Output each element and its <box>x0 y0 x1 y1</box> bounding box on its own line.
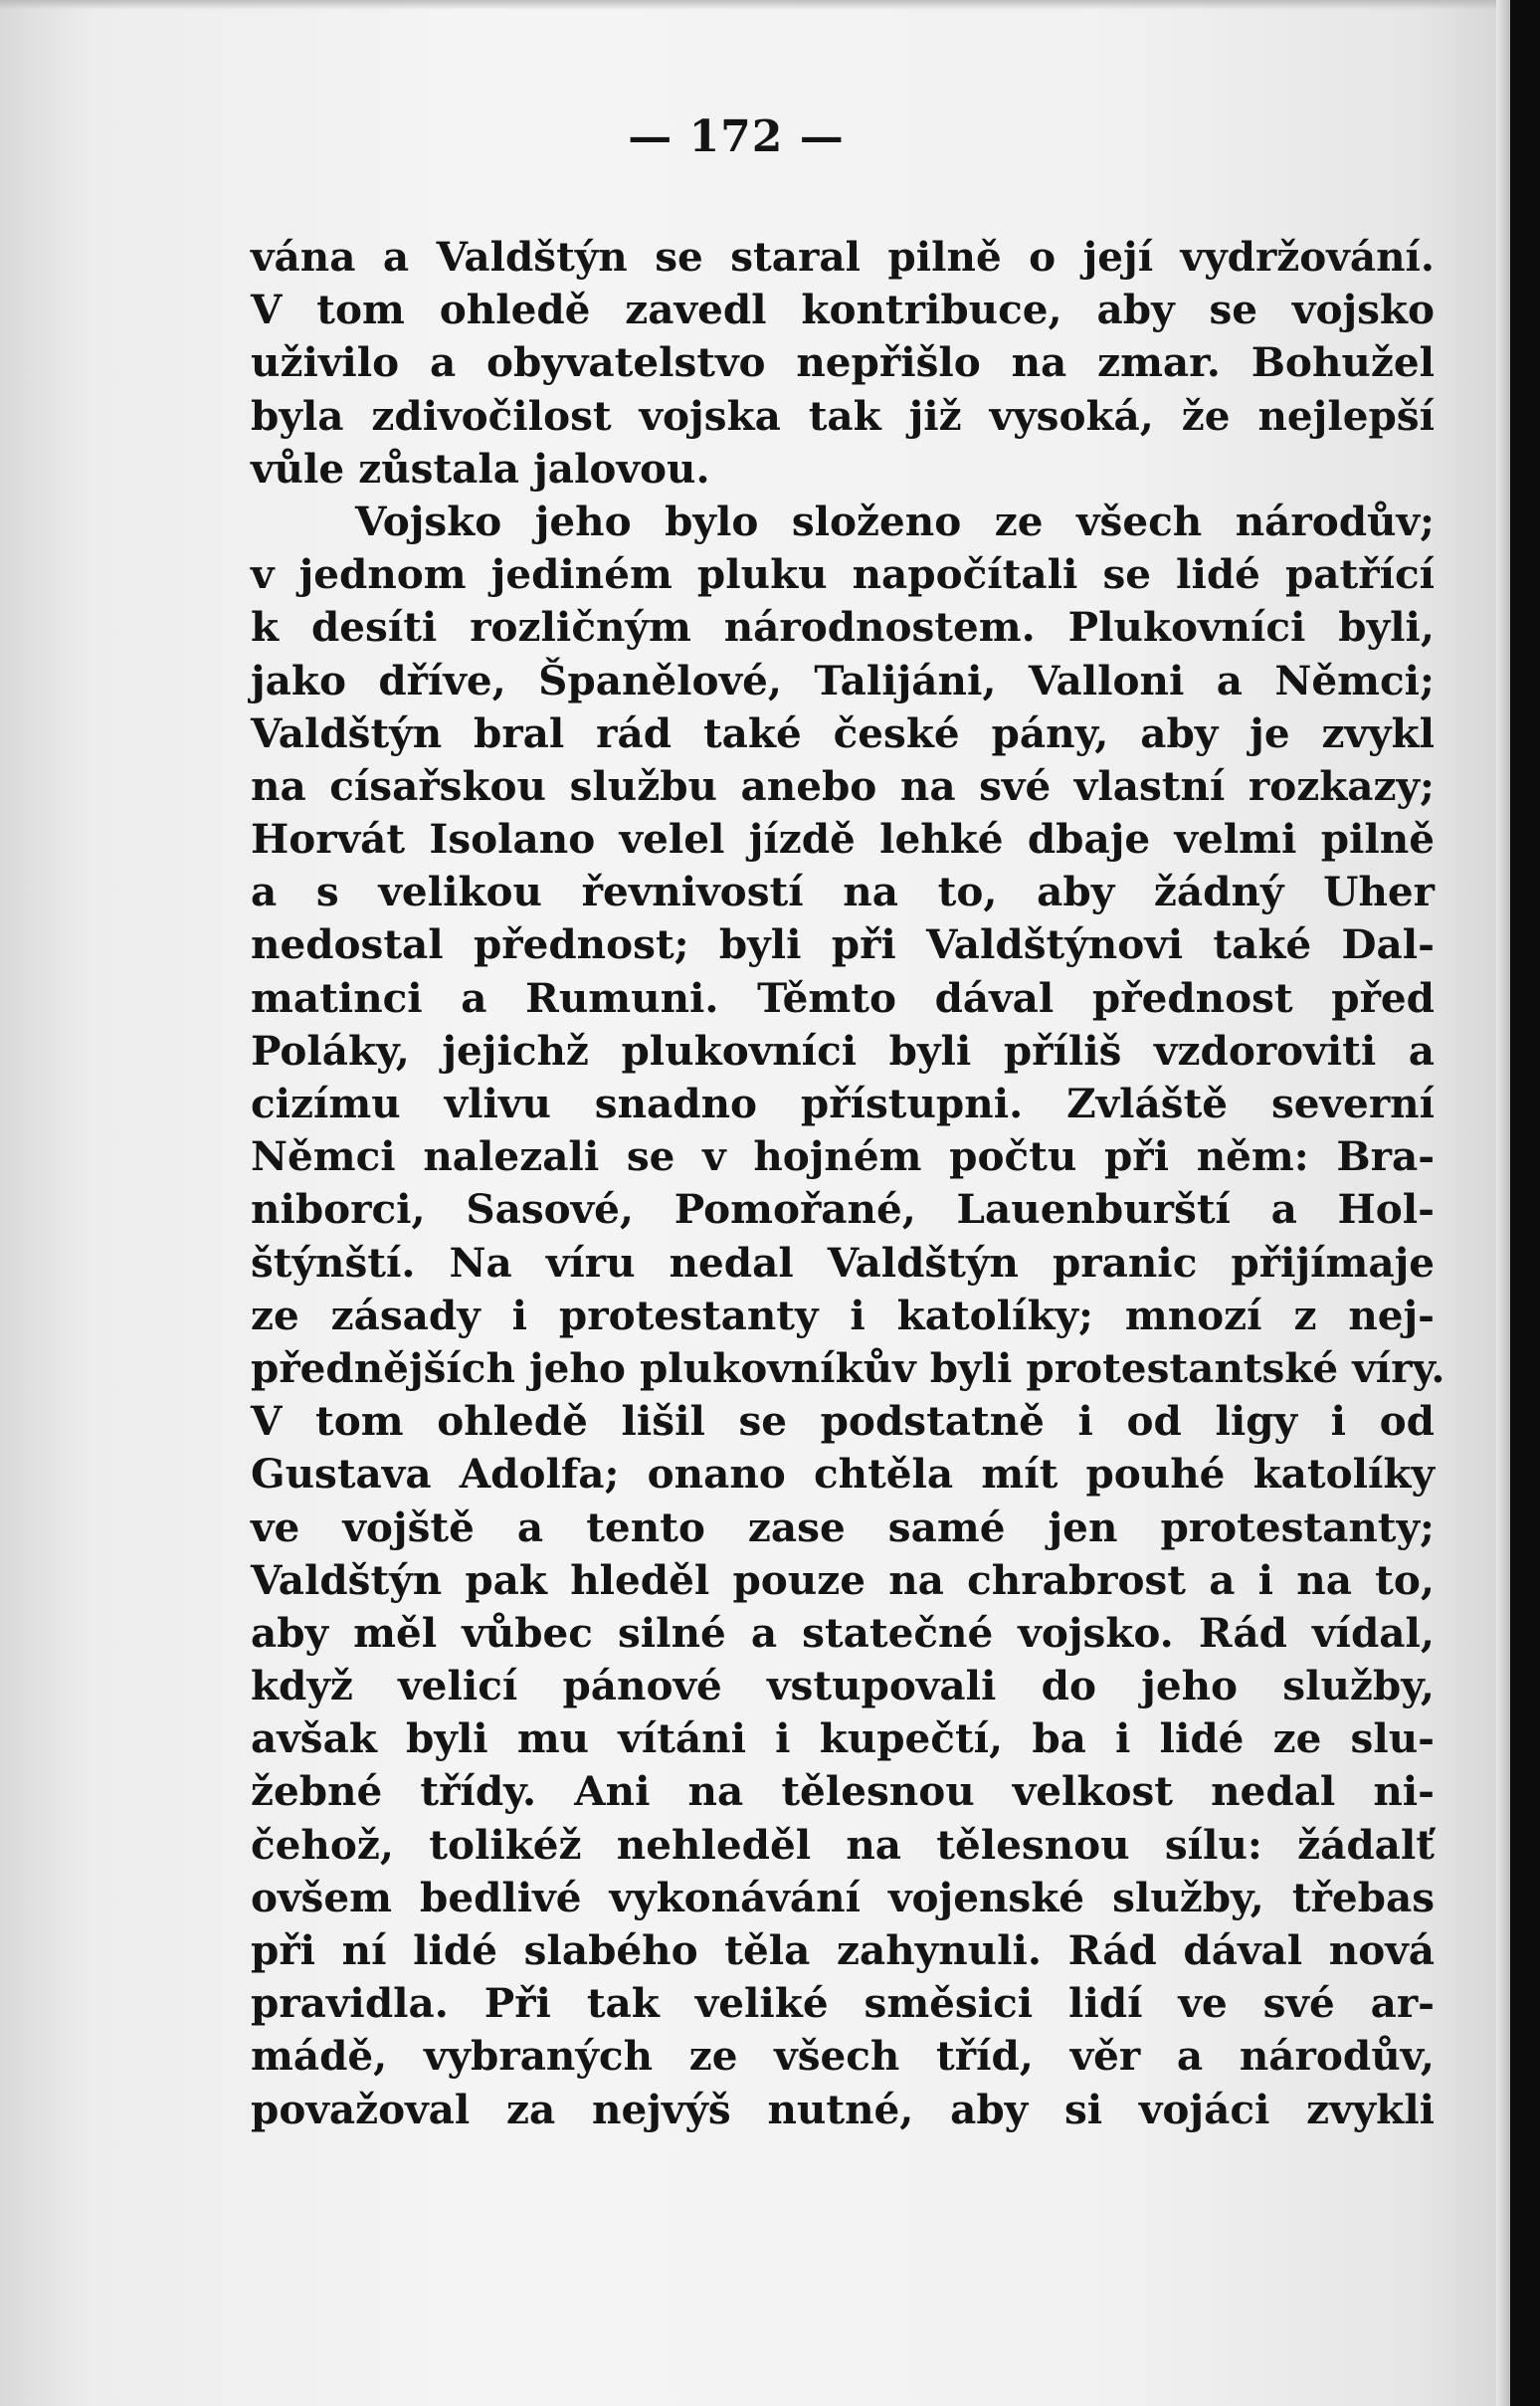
text-line: Horvát Isolano velel jízdě lehké dbaje velmi pilně <box>251 815 1435 864</box>
text-line: V tom ohledě zavedl kontribuce, aby se vojsko <box>251 286 1435 334</box>
text-line: Poláky, jejichž plukovníci byli příliš vzdoroviti a <box>251 1026 1435 1075</box>
text-line: vůle zůstala jalovou. <box>251 444 710 493</box>
text-line: při ní lidé slabého těla zahynuli. Rád dával nová <box>251 1926 1435 1974</box>
text-line: na císařskou službu anebo na své vlastní rozkazy; <box>251 761 1435 810</box>
text-line: žebné třídy. Ani na tělesnou velkost nedal ni- <box>251 1767 1435 1816</box>
text-line: vána a Valdštýn se staral pilně o její vydržování. <box>251 233 1435 281</box>
text-line: Vojsko jeho bylo složeno ze všech národův; <box>355 497 1435 545</box>
text-line: niborci, Sasové, Pomořané, Lauenburští a Hol- <box>251 1185 1435 1234</box>
text-line: ze zásady i protestanty i katolíky; mnozí z nej- <box>251 1291 1435 1339</box>
scan-edge-strip <box>1496 0 1510 2406</box>
text-line: pravidla. Při tak veliké směsici lidí ve své ar- <box>251 1979 1435 2028</box>
text-line: když velicí pánové vstupovali do jeho služby, <box>251 1662 1435 1710</box>
text-line: Němci nalezali se v hojném počtu při něm: Bra- <box>251 1132 1435 1181</box>
text-line: Valdštýn bral rád také české pány, aby je zvykl <box>251 708 1435 757</box>
text-line: jako dříve, Španělové, Talijáni, Valloni a Němci; <box>251 656 1435 704</box>
text-line: aby měl vůbec silné a statečné vojsko. Rád vídal, <box>251 1608 1435 1657</box>
text-line: přednějších jeho plukovníkův byli protestantské víry. <box>251 1343 1445 1392</box>
text-line: uživilo a obyvatelstvo nepřišlo na zmar. Bohužel <box>251 338 1435 387</box>
text-line: v jednom jediném pluku napočítali se lidé patřící <box>251 550 1435 599</box>
page-number: — 172 — <box>628 111 845 162</box>
text-line: k desíti rozličným národnostem. Plukovníci byli, <box>251 603 1435 652</box>
text-line: považoval za nejvýš nutné, aby si vojáci zvykli <box>251 2085 1435 2133</box>
text-line: byla zdivočilost vojska tak již vysoká, že nejlepší <box>251 391 1435 440</box>
text-line: Gustava Adolfa; onano chtěla mít pouhé katolíky <box>251 1450 1435 1499</box>
text-line: cizímu vlivu snadno přístupni. Zvláště severní <box>251 1080 1435 1127</box>
scan-top-shadow <box>0 0 1540 10</box>
text-line: matinci a Rumuni. Těmto dával přednost před <box>251 973 1435 1022</box>
text-line: ovšem bedlivé vykonávání vojenské služby, třebas <box>251 1873 1435 1921</box>
text-line: nedostal přednost; byli při Valdštýnovi také Dal- <box>251 920 1435 969</box>
text-line: mádě, vybraných ze všech tříd, věr a národův, <box>251 2032 1435 2081</box>
text-line: a s velikou řevnivostí na to, aby žádný Uher <box>251 868 1435 916</box>
body-text <box>251 231 1445 2136</box>
text-line: ve vojště a tento zase samé jen protestanty; <box>251 1503 1435 1551</box>
text-line: avšak byli mu vítáni i kupečtí, ba i lidé ze slu- <box>251 1714 1435 1763</box>
text-line: čehož, tolikéž nehleděl na tělesnou sílu: žádalť <box>251 1820 1435 1869</box>
text-line: štýnští. Na víru nedal Valdštýn pranic přijímaje <box>251 1238 1435 1287</box>
text-line: Valdštýn pak hleděl pouze na chrabrost a i na to, <box>251 1555 1435 1604</box>
text-line: V tom ohledě lišil se podstatně i od ligy i od <box>251 1397 1435 1446</box>
scan-dark-border <box>1510 0 1540 2406</box>
